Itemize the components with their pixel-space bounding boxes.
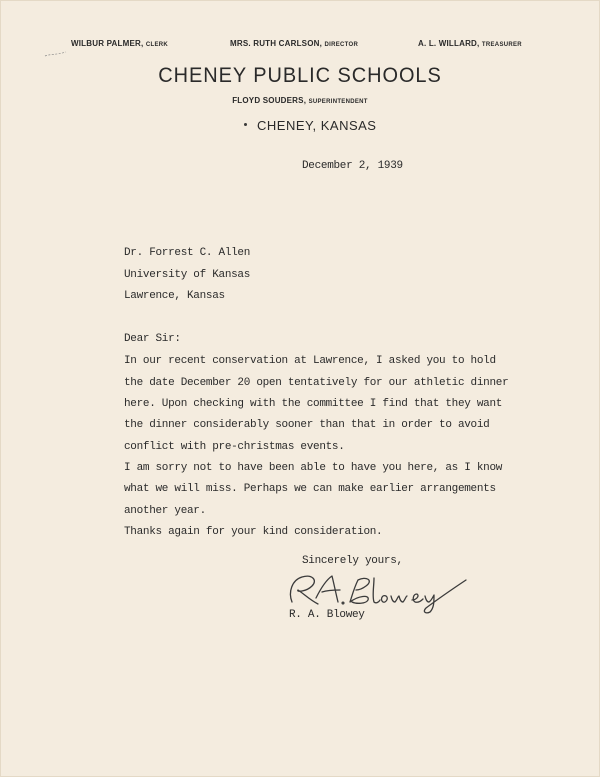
body-line: another year. — [124, 505, 206, 517]
director-credit — [230, 39, 358, 48]
body-line: the dinner considerably sooner than that in order to avoid — [124, 419, 490, 431]
superintendent-role: SUPERINTENDENT — [308, 99, 368, 105]
body-line: I am sorry not to have been able to have you here, as I know — [124, 462, 503, 474]
clerk-role: CLERK — [145, 42, 169, 48]
superintendent-name: FLOYD SOUDERS, — [232, 96, 307, 105]
treasurer-role: TREASURER — [481, 42, 522, 48]
recipient-institution: University of Kansas — [124, 269, 251, 281]
pencil-mark — [44, 50, 68, 58]
body-line: what we will miss. Perhaps we can make earlier arrangements — [124, 483, 496, 495]
treasurer-credit — [418, 39, 522, 48]
closing: Sincerely yours, — [302, 555, 403, 567]
body-line: here. Upon checking with the committee I find that they want — [124, 398, 503, 410]
superintendent-credit — [0, 96, 600, 105]
letter-date: December 2, 1939 — [302, 160, 403, 172]
director-role: DIRECTOR — [324, 42, 359, 48]
recipient-city: Lawrence, Kansas — [124, 290, 225, 302]
recipient-name: Dr. Forrest C. Allen — [124, 247, 251, 259]
director-name: MRS. RUTH CARLSON, — [230, 39, 323, 48]
body-line: In our recent conservation at Lawrence, I asked you to hold — [124, 355, 496, 367]
body-line: Thanks again for your kind consideration. — [124, 526, 383, 538]
clerk-credit — [71, 39, 168, 48]
school-name: CHENEY PUBLIC SCHOOLS — [158, 64, 442, 87]
city-line: CHENEY, KANSAS — [257, 118, 377, 133]
clerk-name: WILBUR PALMER, — [71, 39, 144, 48]
signed-name: R. A. Blowey — [289, 609, 365, 621]
treasurer-name: A. L. WILLARD, — [418, 39, 480, 48]
salutation: Dear Sir: — [124, 333, 181, 345]
body-line: the date December 20 open tentatively for our athletic dinner — [124, 377, 509, 389]
body-line: conflict with pre-christmas events. — [124, 441, 345, 453]
dot-mark — [244, 123, 247, 126]
